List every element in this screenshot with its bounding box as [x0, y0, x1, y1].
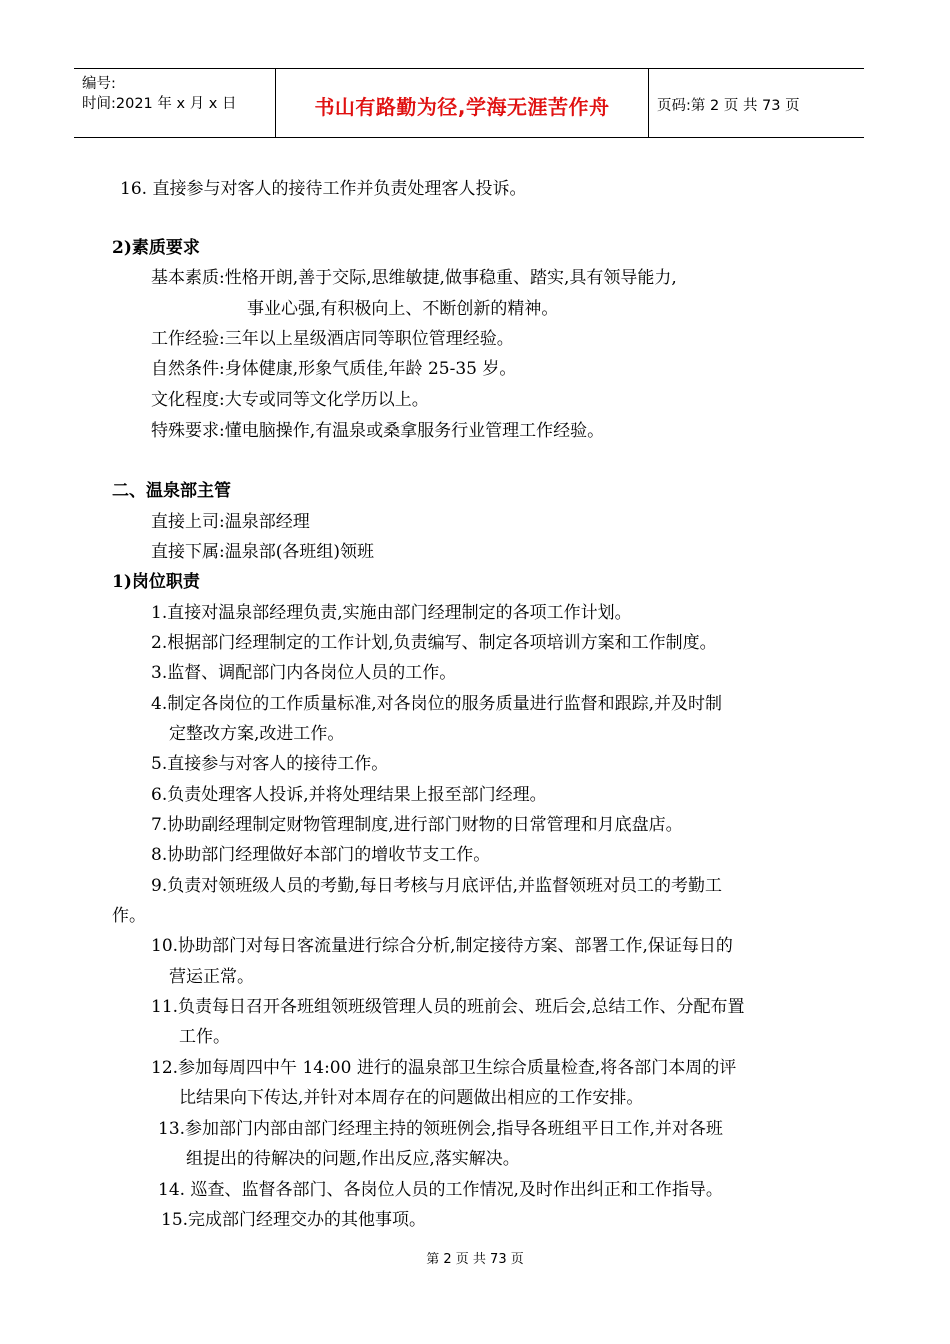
duty-11-cont: 工作。	[179, 1027, 230, 1047]
duty-7: 7.协助副经理制定财物管理制度,进行部门财物的日常管理和月底盘店。	[151, 815, 683, 835]
duty-9: 9.负责对领班级人员的考勤,每日考核与月底评估,并监督领班对员工的考勤工	[151, 876, 723, 896]
duty-6: 6.负责处理客人投诉,并将处理结果上报至部门经理。	[151, 785, 547, 805]
number-label: 编号:	[82, 76, 116, 92]
direct-subordinate: 直接下属:温泉部(各班组)领班	[151, 542, 374, 562]
time-label: 时间:2021 年 x 月 x 日	[82, 96, 237, 112]
req-experience: 工作经验:三年以上星级酒店同等职位管理经验。	[151, 329, 514, 349]
direct-superior: 直接上司:温泉部经理	[151, 512, 310, 532]
req-conditions: 自然条件:身体健康,形象气质佳,年龄 25-35 岁。	[151, 359, 517, 379]
duty-1: 1.直接对温泉部经理负责,实施由部门经理制定的各项工作计划。	[151, 603, 632, 623]
duty-8: 8.协助部门经理做好本部门的增收节支工作。	[151, 845, 491, 865]
duty-12: 12.参加每周四中午 14:00 进行的温泉部卫生综合质量检查,将各部门本周的评	[151, 1058, 737, 1078]
duty-5: 5.直接参与对客人的接待工作。	[151, 754, 389, 774]
req-basic: 基本素质:性格开朗,善于交际,思维敏捷,做事稳重、踏实,具有领导能力,	[151, 268, 677, 288]
section-duties: 1)岗位职责	[112, 572, 200, 592]
req-basic-cont: 事业心强,有积极向上、不断创新的精神。	[247, 299, 559, 319]
duty-12-cont: 比结果向下传达,并针对本周存在的问题做出相应的工作安排。	[179, 1088, 644, 1108]
duty-9-cont: 作。	[112, 906, 146, 926]
duty-4: 4.制定各岗位的工作质量标准,对各岗位的服务质量进行监督和跟踪,并及时制	[151, 694, 723, 714]
header-page-code: 页码:第 2 页 共 73 页	[657, 97, 800, 114]
duty-13-cont: 组提出的待解决的问题,作出反应,落实解决。	[186, 1149, 520, 1169]
duty-16: 16. 直接参与对客人的接待工作并负责处理客人投诉。	[120, 179, 527, 199]
duty-13: 13.参加部门内部由部门经理主持的领班例会,指导各班组平日工作,并对各班	[158, 1119, 723, 1139]
duty-2: 2.根据部门经理制定的工作计划,负责编写、制定各项培训方案和工作制度。	[151, 633, 717, 653]
req-special: 特殊要求:懂电脑操作,有温泉或桑拿服务行业管理工作经验。	[151, 421, 605, 441]
header-motto: 书山有路勤为径,学海无涯苦作舟	[276, 69, 649, 137]
duty-11: 11.负责每日召开各班组领班级管理人员的班前会、班后会,总结工作、分配布置	[151, 997, 745, 1017]
duty-14: 14. 巡查、监督各部门、各岗位人员的工作情况,及时作出纠正和工作指导。	[158, 1180, 723, 1200]
section-quality-requirements: 2)素质要求	[112, 238, 200, 258]
section-title-supervisor: 二、温泉部主管	[112, 481, 231, 501]
duty-10-cont: 营运正常。	[169, 967, 254, 987]
duty-15: 15.完成部门经理交办的其他事项。	[161, 1210, 427, 1230]
duty-4-cont: 定整改方案,改进工作。	[169, 724, 345, 744]
duty-3: 3.监督、调配部门内各岗位人员的工作。	[151, 663, 457, 683]
header-meta	[74, 69, 276, 137]
req-education: 文化程度:大专或同等文化学历以上。	[151, 390, 429, 410]
page-footer: 第 2 页 共 73 页	[426, 1252, 524, 1267]
duty-10: 10.协助部门对每日客流量进行综合分析,制定接待方案、部署工作,保证每日的	[151, 936, 733, 956]
page-header	[74, 68, 864, 138]
